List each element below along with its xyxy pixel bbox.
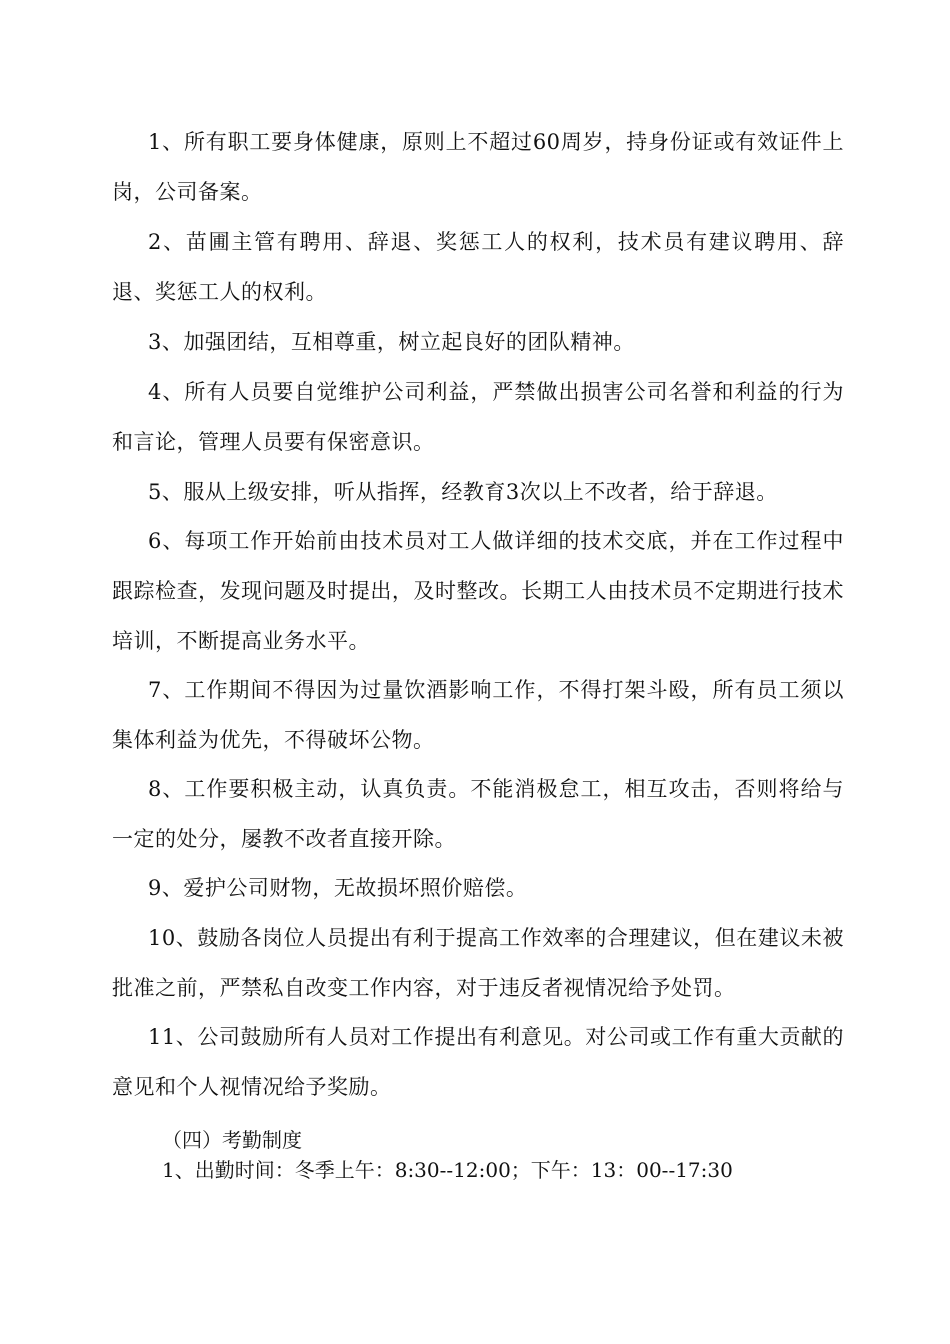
rule-item-2: 2、苗圃主管有聘用、辞退、奖惩工人的权利，技术员有建议聘用、辞退、奖惩工人的权利。 [112,230,844,304]
rule-item-6: 6、每项工作开始前由技术员对工人做详细的技术交底，并在工作过程中跟踪检查，发现问题及时提出，及时整改。长期工人由技术员不定期进行技术培训，不断提高业务水平。 [112,529,844,653]
section-heading: （四）考勤制度 [162,1128,302,1152]
rule-item-10: 10、鼓励各岗位人员提出有利于提高工作效率的合理建议，但在建议未被批准之前，严禁私自改变工作内容，对于违反者视情况给予处罚。 [112,926,844,1000]
rule-item-9: 9、爱护公司财物，无故损坏照价赔偿。 [148,876,528,900]
attendance-time-line: 1、出勤时间：冬季上午：8:30--12:00；下午：13：00--17:30 [162,1158,733,1182]
rule-item-4: 4、所有人员要自觉维护公司利益，严禁做出损害公司名誉和利益的行为和言论，管理人员要有保密意识。 [112,380,844,454]
rule-item-3: 3、加强团结，互相尊重，树立起良好的团队精神。 [148,330,635,354]
rule-item-7: 7、工作期间不得因为过量饮酒影响工作，不得打架斗殴，所有员工须以集体利益为优先，不得破坏公物。 [112,678,844,752]
rule-item-11: 11、公司鼓励所有人员对工作提出有利意见。对公司或工作有重大贡献的意见和个人视情况给予奖励。 [112,1025,844,1099]
rule-item-8: 8、工作要积极主动，认真负责。不能消极怠工，相互攻击，否则将给与一定的处分，屡教不改者直接开除。 [112,777,844,851]
rule-item-1: 1、所有职工要身体健康，原则上不超过60周岁，持身份证或有效证件上岗，公司备案。 [112,130,844,204]
rule-item-5: 5、服从上级安排，听从指挥，经教育3次以上不改者，给于辞退。 [148,480,778,504]
